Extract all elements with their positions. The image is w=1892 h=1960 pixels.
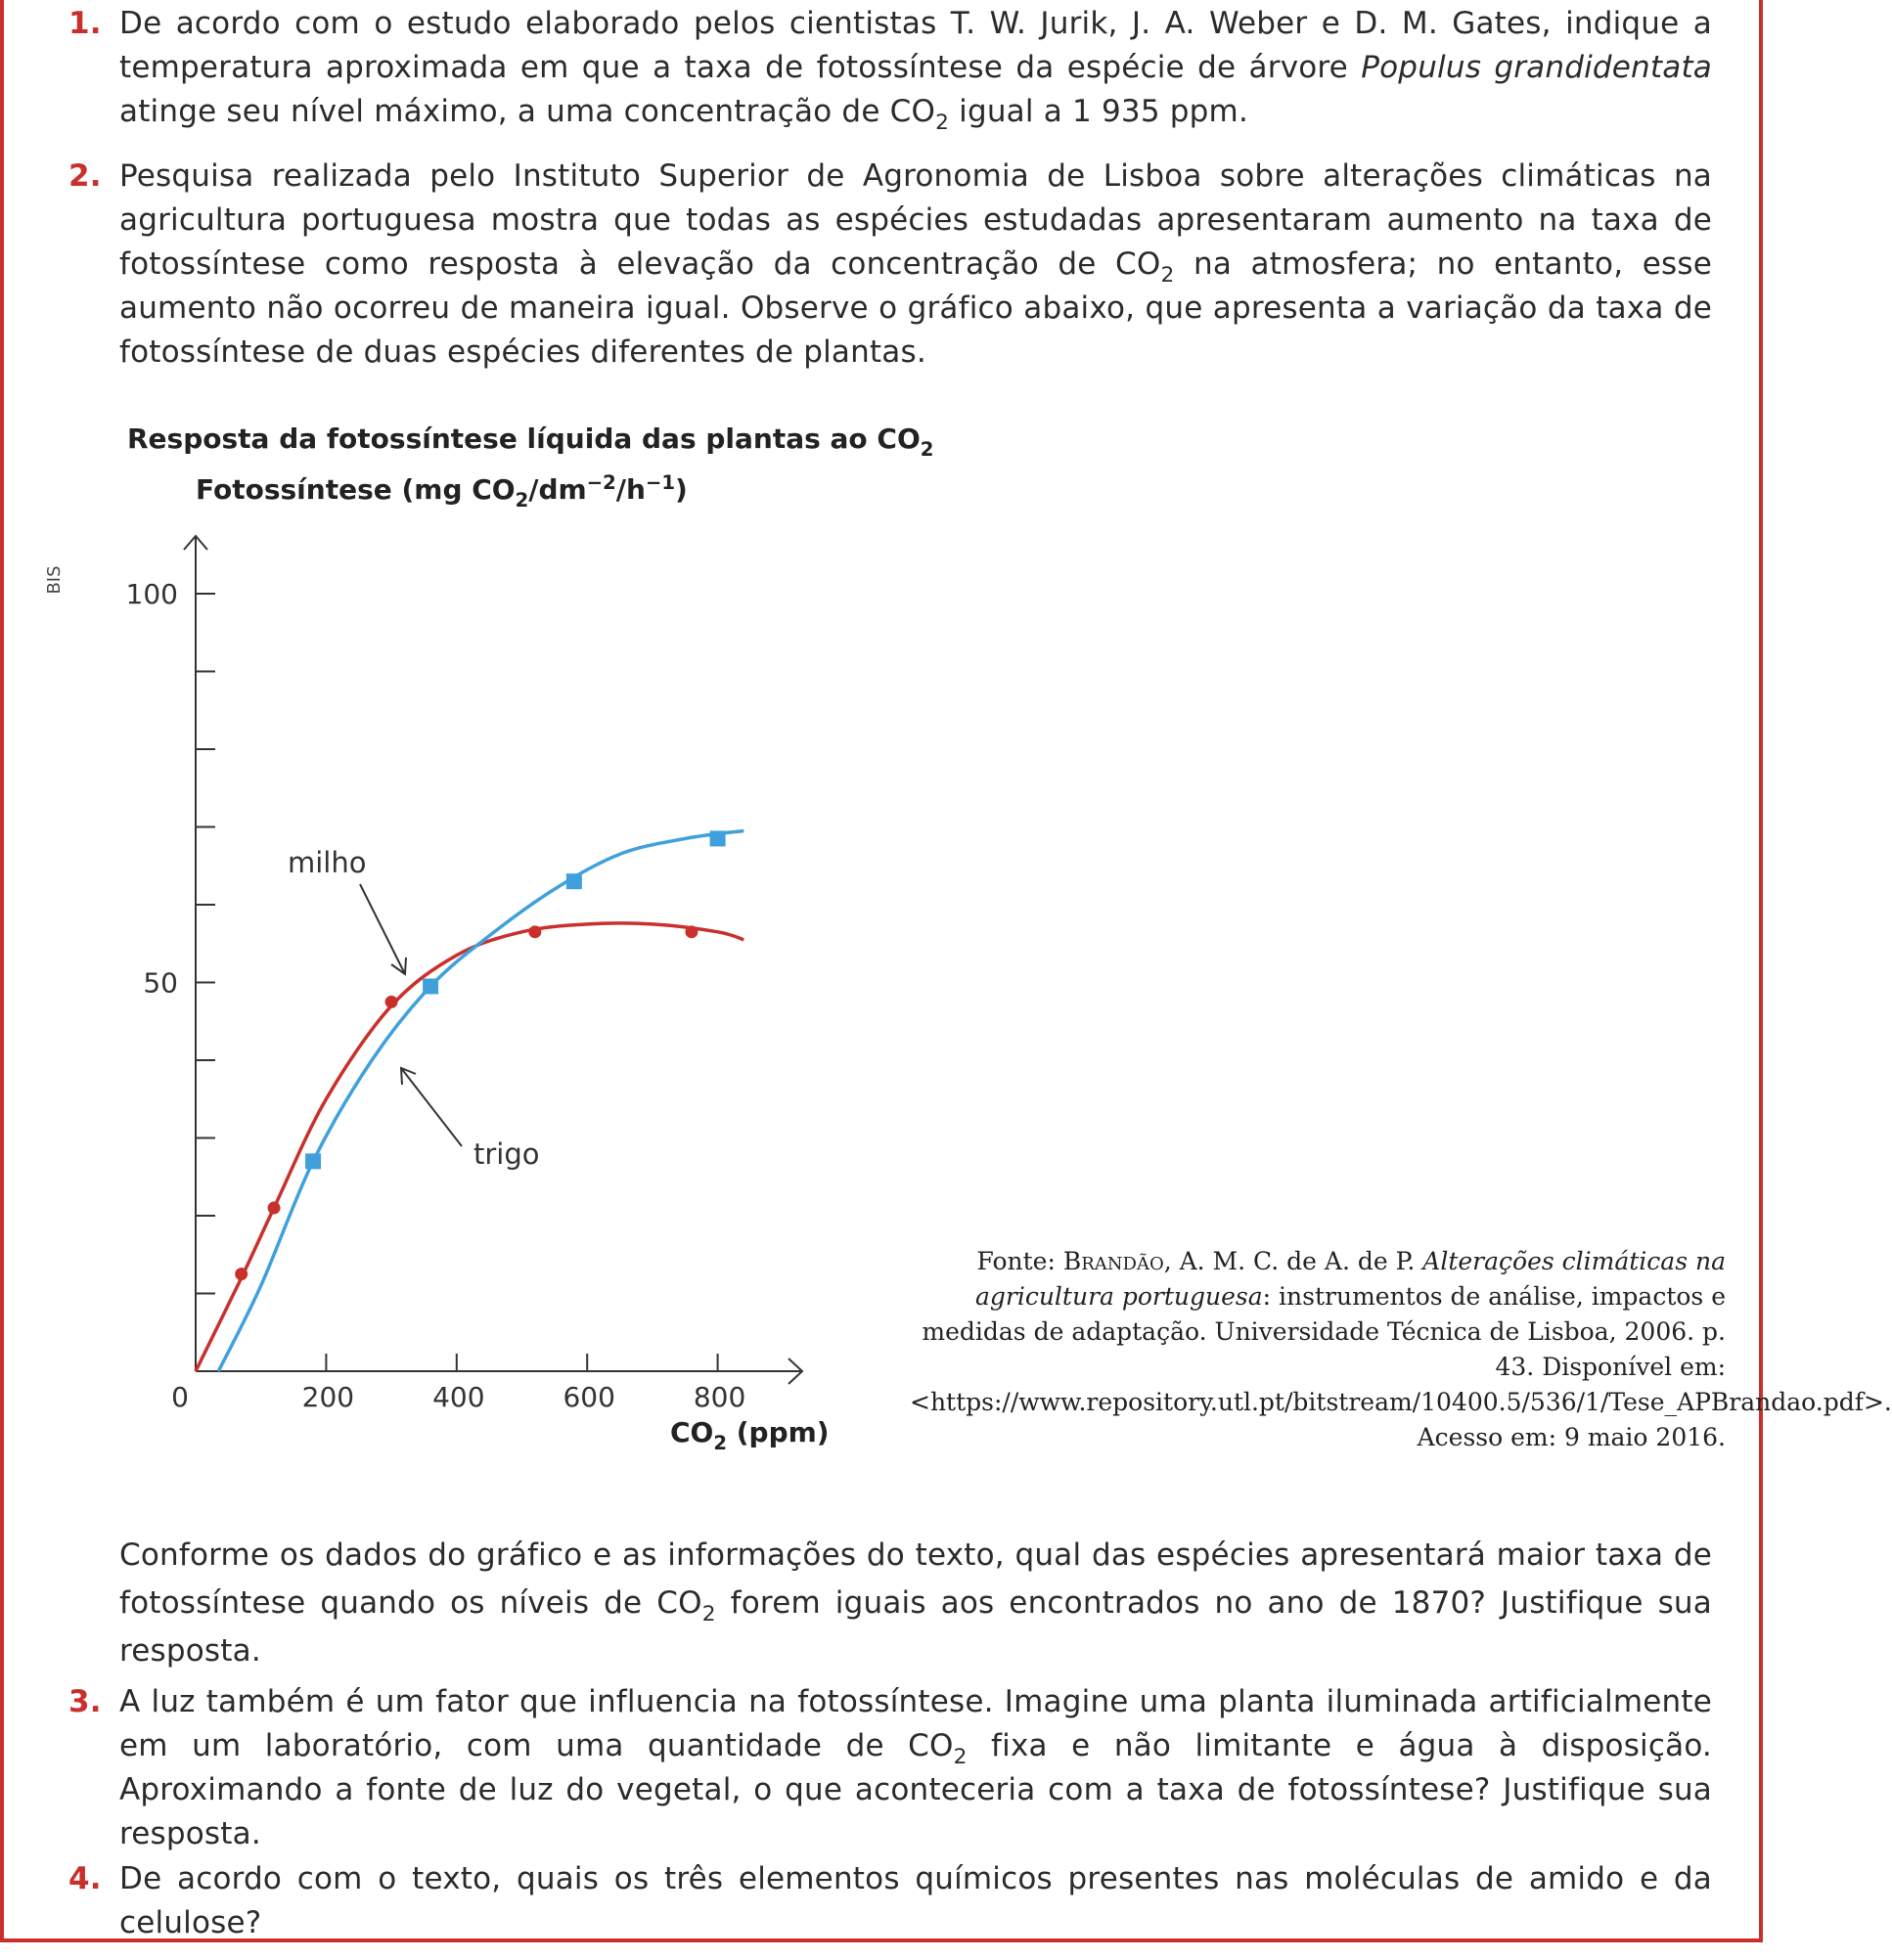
y-tick-label: 100	[125, 578, 178, 610]
question-text: De acordo com o estudo elaborado pelos cientistas T. W. Jurik, J. A. Weber e D. M. Gates, indique a temperatura aproximada em que a taxa de fotossíntese da espécie de árvore Populus grandidentata atinge seu nível máximo, a uma concentração de $CO_2$ igual a 1 935 ppm.	[119, 6, 1713, 135]
side-label: BIS	[44, 565, 65, 595]
data-point-milho	[268, 1202, 281, 1215]
x-tick-label: 200	[301, 1381, 355, 1413]
question-number: 3.	[68, 1684, 102, 1719]
chart-title: Resposta da fotossíntese líquida das plantas ao $CO_2$	[127, 423, 934, 461]
x-tick-label: 600	[563, 1381, 615, 1413]
annotation-label-milho: milho	[288, 846, 367, 879]
data-point-milho	[528, 925, 541, 938]
data-point-milho	[235, 1268, 248, 1280]
species-name: Populus grandidentata	[1361, 50, 1713, 85]
data-point-trigo	[710, 830, 726, 846]
question-text: Conforme os dados do gráfico e as informações do texto, qual das espécies apresentará maior taxa de fotossíntese quando os níveis de $CO_2$ forem iguais aos encontrados no ano de 1870? Justifique sua resposta.	[119, 1537, 1712, 1669]
series-line-milho	[196, 923, 743, 1371]
annotation-label-trigo: trigo	[473, 1137, 540, 1171]
question-text: A luz também é um fator que influencia na fotossíntese. Imagine uma planta iluminada artificialmente em um laboratório, com uma quantidade de $CO_2$ fixa e não limitante e água à disposição. Aproximando a fonte de luz do vegetal, o que aconteceria com a taxa de fotossíntese? Justifique sua resposta.	[119, 1684, 1712, 1851]
data-point-milho	[685, 925, 698, 938]
question-2-followup	[68, 1532, 1712, 1675]
data-point-trigo	[423, 978, 438, 994]
question-number: 2.	[68, 158, 102, 194]
question-3	[68, 1680, 1712, 1856]
chart-source: Fonte: Brandão, A. M. C. de A. de P. Alterações climáticas na agricultura portuguesa: instrumentos de análise, impactos e medidas de adaptação. Universidade Técnica de Lisboa, 2006. p. 43. Disponível em: <https://www.repository.utl.pt/bitstream/10400.5/536/1/Tese_APBrandao.pdf>. Acesso em: 9 maio 2016.	[910, 1247, 1892, 1451]
x-tick-label: 0	[171, 1381, 189, 1413]
question-4	[68, 1857, 1712, 1945]
x-tick-label: 800	[693, 1381, 746, 1413]
y-tick-label: 50	[143, 966, 178, 1000]
data-point-trigo	[566, 873, 582, 889]
series-line-trigo	[218, 830, 743, 1371]
chart-y-axis-title: Fotossíntese (mg $CO_2/dm^{-2}/h^{-1}$)	[196, 471, 688, 512]
annotation-arrow-milho	[360, 884, 405, 974]
question-text: Pesquisa realizada pelo Instituto Superior de Agronomia de Lisboa sobre alterações climáticas na agricultura portuguesa mostra que todas as espécies estudadas apresentaram aumento na taxa de fotossíntese como resposta à elevação da concentração de $CO_2$ na atmosfera; no entanto, esse aumento não ocorreu de maneira igual. Observe o gráfico abaixo, que apresenta a variação da taxa de fotossíntese de duas espécies diferentes de plantas.	[119, 158, 1712, 370]
question-number: 4.	[68, 1861, 102, 1896]
question-number: 1.	[68, 6, 102, 41]
data-point-milho	[385, 996, 398, 1008]
x-tick-label: 400	[432, 1381, 485, 1413]
annotation-arrow-trigo	[401, 1068, 462, 1146]
chart-x-axis-title: $CO_2$ (ppm)	[670, 1416, 830, 1454]
data-point-trigo	[305, 1153, 321, 1169]
question-text: De acordo com o texto, quais os três elementos químicos presentes nas moléculas de amido e da celulose?	[119, 1861, 1712, 1940]
